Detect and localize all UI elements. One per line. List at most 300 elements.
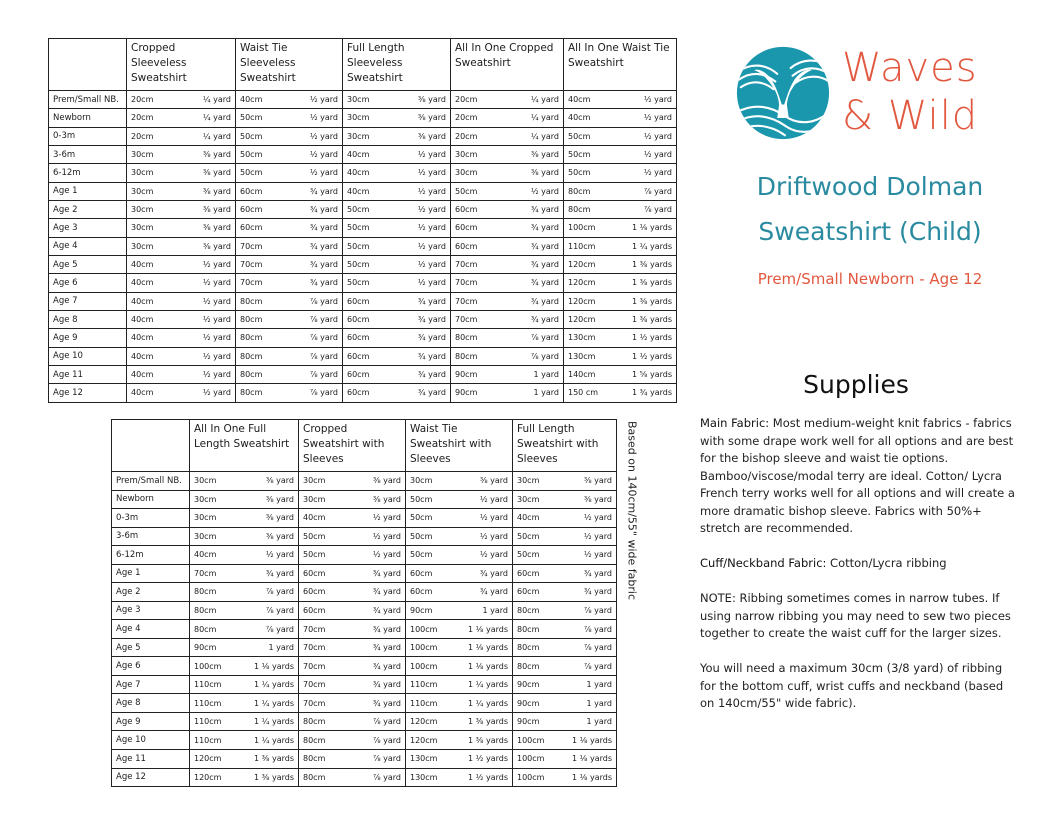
cm-value: 50cm bbox=[240, 150, 263, 160]
table-cell bbox=[127, 255, 236, 273]
main-fabric-detail: Bamboo/viscose/modal terry are ideal. Cotton/ Lycra French terry works well for all options and will create a more dramatic bishop sleeve. Fabrics with 50%+ stretch are recommended. bbox=[700, 468, 1015, 535]
table-cell bbox=[513, 749, 617, 768]
yard-value: ⅞ yard bbox=[265, 605, 294, 615]
table-cell bbox=[451, 219, 564, 237]
fabric-requirements-table-1 bbox=[48, 38, 677, 403]
yard-value: ½ yard bbox=[309, 131, 338, 141]
yard-value: 1 ⅛ yards bbox=[572, 735, 612, 745]
size-label: Age 5 bbox=[112, 638, 190, 657]
cm-value: 50cm bbox=[455, 186, 478, 196]
yard-value: ½ yard bbox=[202, 333, 231, 343]
cm-value: 90cm bbox=[410, 605, 433, 615]
cm-value: 60cm bbox=[455, 223, 478, 233]
yard-value: ⅞ yard bbox=[372, 772, 401, 782]
table-cell bbox=[564, 274, 677, 292]
cm-value: 100cm bbox=[517, 772, 545, 782]
yard-value: ⅜ yard bbox=[202, 168, 231, 178]
table-cell bbox=[190, 657, 299, 676]
cm-value: 60cm bbox=[303, 605, 326, 615]
yard-value: ¾ yard bbox=[309, 205, 338, 215]
yard-value: ¾ yard bbox=[309, 186, 338, 196]
yard-value: ¾ yard bbox=[530, 315, 559, 325]
table-cell bbox=[190, 601, 299, 620]
yard-value: ¼ yard bbox=[202, 131, 231, 141]
cm-value: 30cm bbox=[347, 95, 370, 105]
cm-value: 90cm bbox=[455, 388, 478, 398]
yard-value: 1 ⅛ yards bbox=[468, 661, 508, 671]
cm-value: 120cm bbox=[568, 260, 596, 270]
size-label: Age 11 bbox=[49, 365, 127, 383]
yard-value: ⅞ yard bbox=[530, 333, 559, 343]
yard-value: ½ yard bbox=[643, 168, 672, 178]
cm-value: 120cm bbox=[194, 772, 222, 782]
cm-value: 110cm bbox=[194, 698, 222, 708]
table-cell bbox=[190, 564, 299, 583]
table-row bbox=[49, 237, 677, 255]
cuff-text: Cotton/Lycra ribbing bbox=[826, 556, 947, 570]
size-label: Age 7 bbox=[49, 292, 127, 310]
yard-value: ⅜ yard bbox=[530, 168, 559, 178]
table-cell bbox=[236, 310, 343, 328]
yard-value: ½ yard bbox=[530, 186, 559, 196]
column-header: Full Length Sleeveless Sweatshirt bbox=[343, 39, 451, 91]
table-cell bbox=[564, 365, 677, 383]
size-label: Age 11 bbox=[112, 749, 190, 768]
yard-value: ⅞ yard bbox=[643, 205, 672, 215]
yard-value: 1 ⅛ yards bbox=[572, 754, 612, 764]
yard-value: 1 ½ yards bbox=[632, 351, 672, 361]
yard-value: ¾ yard bbox=[309, 260, 338, 270]
cm-value: 90cm bbox=[194, 643, 217, 653]
yard-value: ½ yard bbox=[309, 95, 338, 105]
table-cell bbox=[236, 347, 343, 365]
table-cell bbox=[564, 91, 677, 109]
cm-value: 70cm bbox=[455, 296, 478, 306]
table-cell bbox=[513, 527, 617, 546]
table-cell bbox=[406, 768, 513, 787]
table-cell bbox=[343, 274, 451, 292]
table-cell bbox=[299, 768, 406, 787]
table-cell bbox=[127, 384, 236, 402]
cm-value: 130cm bbox=[568, 333, 596, 343]
yard-value: ¾ yard bbox=[372, 624, 401, 634]
size-label: Age 8 bbox=[112, 694, 190, 713]
yard-value: ½ yard bbox=[202, 278, 231, 288]
size-label: 6-12m bbox=[112, 546, 190, 565]
cm-value: 90cm bbox=[517, 680, 540, 690]
cm-value: 80cm bbox=[517, 624, 540, 634]
table-cell bbox=[127, 310, 236, 328]
yard-value: ¾ yard bbox=[372, 568, 401, 578]
table-cell bbox=[451, 164, 564, 182]
yard-value: ¾ yard bbox=[417, 370, 446, 380]
cm-value: 20cm bbox=[455, 113, 478, 123]
pattern-title-line-1: Driftwood Dolman bbox=[756, 172, 984, 201]
table-cell bbox=[343, 365, 451, 383]
cm-value: 40cm bbox=[568, 95, 591, 105]
table-cell bbox=[236, 219, 343, 237]
cm-value: 90cm bbox=[455, 370, 478, 380]
yard-value: 1 yard bbox=[586, 680, 612, 690]
yard-value: ¼ yard bbox=[530, 131, 559, 141]
cm-value: 20cm bbox=[455, 131, 478, 141]
yard-value: ¼ yard bbox=[202, 113, 231, 123]
yard-value: ¾ yard bbox=[530, 260, 559, 270]
table-cell bbox=[127, 329, 236, 347]
yard-value: 1 ¼ yards bbox=[468, 698, 508, 708]
table-row bbox=[49, 219, 677, 237]
yard-value: ⅞ yard bbox=[309, 333, 338, 343]
table-cell bbox=[127, 91, 236, 109]
main-fabric-label: Main Fabric: bbox=[700, 416, 770, 430]
ribbing-note: NOTE: Ribbing sometimes comes in narrow tubes. If using narrow ribbing you may need to sew two pieces together to create the waist cuff for the larger sizes. bbox=[700, 591, 1011, 640]
yard-value: ½ yard bbox=[202, 351, 231, 361]
cm-value: 60cm bbox=[347, 351, 370, 361]
cm-value: 80cm bbox=[194, 624, 217, 634]
table-cell bbox=[406, 490, 513, 509]
cm-value: 50cm bbox=[303, 531, 326, 541]
cm-value: 30cm bbox=[303, 494, 326, 504]
table-row bbox=[112, 768, 617, 787]
table-cell bbox=[564, 219, 677, 237]
cm-value: 30cm bbox=[131, 186, 154, 196]
table-cell bbox=[513, 768, 617, 787]
yard-value: ½ yard bbox=[417, 223, 446, 233]
table-cell bbox=[343, 109, 451, 127]
cm-value: 20cm bbox=[131, 113, 154, 123]
size-column-header bbox=[49, 39, 127, 91]
table-cell bbox=[451, 145, 564, 163]
yard-value: ¾ yard bbox=[372, 605, 401, 615]
cm-value: 80cm bbox=[568, 205, 591, 215]
table-cell bbox=[451, 365, 564, 383]
yard-value: ⅞ yard bbox=[583, 661, 612, 671]
yard-value: ⅜ yard bbox=[417, 95, 446, 105]
table-cell bbox=[299, 583, 406, 602]
fabric-width-note bbox=[618, 421, 642, 631]
cm-value: 100cm bbox=[568, 223, 596, 233]
cm-value: 110cm bbox=[194, 735, 222, 745]
yard-value: 1 ⅛ yards bbox=[572, 772, 612, 782]
table-cell bbox=[451, 200, 564, 218]
yard-value: ¾ yard bbox=[479, 568, 508, 578]
table-row bbox=[112, 620, 617, 639]
table-row bbox=[49, 91, 677, 109]
table-cell bbox=[406, 509, 513, 528]
yard-value: ½ yard bbox=[372, 550, 401, 560]
yard-value: ½ yard bbox=[479, 494, 508, 504]
cm-value: 80cm bbox=[303, 754, 326, 764]
table-row bbox=[112, 546, 617, 565]
cm-value: 30cm bbox=[131, 205, 154, 215]
cm-value: 80cm bbox=[240, 315, 263, 325]
table-cell bbox=[190, 583, 299, 602]
table-cell bbox=[513, 731, 617, 750]
size-label: Age 3 bbox=[112, 601, 190, 620]
table-cell bbox=[513, 675, 617, 694]
table-row bbox=[49, 310, 677, 328]
yard-value: ⅞ yard bbox=[309, 351, 338, 361]
yard-value: ½ yard bbox=[583, 531, 612, 541]
yard-value: 1 ¼ yards bbox=[468, 680, 508, 690]
yard-value: ⅞ yard bbox=[530, 351, 559, 361]
table-row bbox=[112, 712, 617, 731]
yard-value: ⅞ yard bbox=[372, 754, 401, 764]
main-fabric-text: Most medium-weight knit fabrics - fabrics with some drape work well for all options and are best for the bishop sleeve and waist tie options. bbox=[700, 416, 1014, 465]
size-label: Newborn bbox=[49, 109, 127, 127]
cm-value: 100cm bbox=[410, 624, 438, 634]
table-cell bbox=[127, 164, 236, 182]
table-cell bbox=[299, 472, 406, 491]
pattern-title-line-2: Sweatshirt (Child) bbox=[758, 217, 982, 246]
table-cell bbox=[236, 164, 343, 182]
yard-value: ¾ yard bbox=[372, 587, 401, 597]
yard-value: ⅜ yard bbox=[265, 476, 294, 486]
table-cell bbox=[299, 490, 406, 509]
size-label: Age 1 bbox=[112, 564, 190, 583]
cm-value: 30cm bbox=[131, 223, 154, 233]
cm-value: 50cm bbox=[347, 260, 370, 270]
cm-value: 50cm bbox=[347, 241, 370, 251]
table-cell bbox=[406, 749, 513, 768]
yard-value: 1 ⅛ yards bbox=[254, 661, 294, 671]
table-cell bbox=[513, 546, 617, 565]
yard-value: ½ yard bbox=[417, 150, 446, 160]
yard-value: ¾ yard bbox=[417, 388, 446, 398]
yard-value: ⅜ yard bbox=[530, 150, 559, 160]
ribbing-quantity: You will need a maximum 30cm (3/8 yard) of ribbing for the bottom cuff, wrist cuffs and neckband (based on 140cm/55" wide fabric). bbox=[700, 661, 1004, 710]
yard-value: ½ yard bbox=[417, 168, 446, 178]
cuff-paragraph bbox=[700, 555, 1020, 573]
yard-value: ⅜ yard bbox=[417, 113, 446, 123]
cm-value: 120cm bbox=[194, 754, 222, 764]
cm-value: 140cm bbox=[568, 370, 596, 380]
cm-value: 30cm bbox=[517, 494, 540, 504]
cm-value: 30cm bbox=[347, 131, 370, 141]
table-cell bbox=[343, 127, 451, 145]
yard-value: ¾ yard bbox=[372, 643, 401, 653]
table-cell bbox=[343, 255, 451, 273]
cm-value: 100cm bbox=[410, 661, 438, 671]
cm-value: 40cm bbox=[240, 95, 263, 105]
table-cell bbox=[343, 292, 451, 310]
fabric-requirements-table-2 bbox=[111, 419, 617, 787]
size-label: 0-3m bbox=[49, 127, 127, 145]
yard-value: ¾ yard bbox=[417, 296, 446, 306]
table-cell bbox=[406, 564, 513, 583]
cm-value: 70cm bbox=[455, 260, 478, 270]
table-row bbox=[112, 527, 617, 546]
size-label: Newborn bbox=[112, 490, 190, 509]
yard-value: 1 ½ yards bbox=[632, 333, 672, 343]
table-row bbox=[112, 601, 617, 620]
table-cell bbox=[190, 527, 299, 546]
yard-value: ¾ yard bbox=[530, 223, 559, 233]
yard-value: ½ yard bbox=[265, 550, 294, 560]
table-cell bbox=[564, 237, 677, 255]
cm-value: 80cm bbox=[240, 296, 263, 306]
table-cell bbox=[564, 200, 677, 218]
size-label: Age 2 bbox=[49, 200, 127, 218]
cm-value: 40cm bbox=[131, 260, 154, 270]
table-cell bbox=[564, 292, 677, 310]
size-label: Age 4 bbox=[49, 237, 127, 255]
yard-value: ¾ yard bbox=[479, 587, 508, 597]
table-cell bbox=[299, 675, 406, 694]
table-header-row bbox=[49, 39, 677, 91]
cm-value: 60cm bbox=[455, 241, 478, 251]
table-cell bbox=[513, 638, 617, 657]
yard-value: 1 yard bbox=[533, 388, 559, 398]
table-cell bbox=[236, 255, 343, 273]
cm-value: 80cm bbox=[240, 370, 263, 380]
yard-value: ⅜ yard bbox=[417, 131, 446, 141]
cm-value: 30cm bbox=[194, 494, 217, 504]
table-cell bbox=[190, 731, 299, 750]
yard-value: ⅞ yard bbox=[372, 735, 401, 745]
cm-value: 50cm bbox=[410, 531, 433, 541]
size-label: Age 3 bbox=[49, 219, 127, 237]
size-label: Age 6 bbox=[112, 657, 190, 676]
cm-value: 40cm bbox=[347, 186, 370, 196]
table-cell bbox=[451, 109, 564, 127]
table-cell bbox=[190, 490, 299, 509]
yard-value: ½ yard bbox=[479, 531, 508, 541]
cm-value: 40cm bbox=[131, 296, 154, 306]
yard-value: 1 ½ yards bbox=[468, 772, 508, 782]
cm-value: 30cm bbox=[455, 168, 478, 178]
table-cell bbox=[451, 292, 564, 310]
table-cell bbox=[299, 712, 406, 731]
size-label: Age 12 bbox=[49, 384, 127, 402]
main-fabric-paragraph bbox=[700, 415, 1020, 468]
table-cell bbox=[513, 564, 617, 583]
cm-value: 20cm bbox=[131, 95, 154, 105]
table-cell bbox=[564, 255, 677, 273]
cm-value: 80cm bbox=[303, 772, 326, 782]
yard-value: 1 ⅜ yards bbox=[254, 772, 294, 782]
yard-value: ½ yard bbox=[643, 150, 672, 160]
yard-value: 1 yard bbox=[586, 717, 612, 727]
yard-value: ½ yard bbox=[479, 550, 508, 560]
yard-value: ⅜ yard bbox=[265, 531, 294, 541]
yard-value: ½ yard bbox=[372, 513, 401, 523]
table-cell bbox=[236, 292, 343, 310]
yard-value: ⅜ yard bbox=[202, 223, 231, 233]
table-cell bbox=[406, 601, 513, 620]
yard-value: ⅜ yard bbox=[372, 494, 401, 504]
table-cell bbox=[343, 329, 451, 347]
size-label: Prem/Small NB. bbox=[49, 91, 127, 109]
yard-value: ¼ yard bbox=[202, 95, 231, 105]
cm-value: 60cm bbox=[303, 587, 326, 597]
table-cell bbox=[236, 127, 343, 145]
cm-value: 60cm bbox=[517, 568, 540, 578]
cm-value: 110cm bbox=[194, 680, 222, 690]
table-cell bbox=[564, 145, 677, 163]
table-row bbox=[49, 109, 677, 127]
cm-value: 80cm bbox=[240, 388, 263, 398]
table-cell bbox=[513, 509, 617, 528]
cm-value: 70cm bbox=[303, 643, 326, 653]
yard-value: ½ yard bbox=[583, 550, 612, 560]
cm-value: 70cm bbox=[303, 698, 326, 708]
yard-value: ¼ yard bbox=[530, 95, 559, 105]
yard-value: ¾ yard bbox=[530, 241, 559, 251]
cm-value: 80cm bbox=[455, 333, 478, 343]
cm-value: 100cm bbox=[410, 643, 438, 653]
yard-value: ⅜ yard bbox=[202, 150, 231, 160]
cm-value: 60cm bbox=[347, 388, 370, 398]
whale-tail-wave-icon bbox=[735, 45, 831, 141]
table-cell bbox=[299, 694, 406, 713]
table-row bbox=[112, 638, 617, 657]
cm-value: 30cm bbox=[303, 476, 326, 486]
yard-value: 1 ⅛ yards bbox=[632, 223, 672, 233]
size-label: Age 10 bbox=[112, 731, 190, 750]
yard-value: ⅜ yard bbox=[479, 476, 508, 486]
table-cell bbox=[343, 91, 451, 109]
table-cell bbox=[343, 219, 451, 237]
table-cell bbox=[127, 200, 236, 218]
yard-value: ¾ yard bbox=[530, 278, 559, 288]
table-cell bbox=[236, 384, 343, 402]
table-cell bbox=[190, 694, 299, 713]
yard-value: ½ yard bbox=[309, 168, 338, 178]
cm-value: 60cm bbox=[303, 568, 326, 578]
fabric-width-note-text: Based on 140cm/55" wide fabric bbox=[625, 421, 639, 601]
yard-value: 1 yard bbox=[482, 605, 508, 615]
yard-value: ½ yard bbox=[202, 260, 231, 270]
table-cell bbox=[127, 274, 236, 292]
yard-value: ⅜ yard bbox=[583, 494, 612, 504]
table-cell bbox=[451, 182, 564, 200]
table-cell bbox=[299, 546, 406, 565]
cm-value: 110cm bbox=[568, 241, 596, 251]
cm-value: 90cm bbox=[517, 717, 540, 727]
table-cell bbox=[564, 384, 677, 402]
column-header: All In One Cropped Sweatshirt bbox=[451, 39, 564, 91]
table-cell bbox=[190, 712, 299, 731]
cm-value: 30cm bbox=[194, 531, 217, 541]
table-row bbox=[49, 145, 677, 163]
table-row bbox=[49, 384, 677, 402]
yard-value: 1 ⅛ yards bbox=[468, 624, 508, 634]
table-cell bbox=[299, 620, 406, 639]
cm-value: 60cm bbox=[455, 205, 478, 215]
size-range: Prem/Small Newborn - Age 12 bbox=[757, 270, 983, 288]
yard-value: ¼ yard bbox=[530, 113, 559, 123]
cm-value: 110cm bbox=[194, 717, 222, 727]
yard-value: ½ yard bbox=[202, 370, 231, 380]
cm-value: 110cm bbox=[410, 698, 438, 708]
table-cell bbox=[236, 91, 343, 109]
cm-value: 120cm bbox=[410, 717, 438, 727]
yard-value: 1 ¼ yards bbox=[632, 241, 672, 251]
cm-value: 40cm bbox=[131, 388, 154, 398]
cm-value: 80cm bbox=[303, 735, 326, 745]
yard-value: ½ yard bbox=[202, 388, 231, 398]
table-cell bbox=[236, 365, 343, 383]
table-cell bbox=[513, 620, 617, 639]
yard-value: ½ yard bbox=[309, 150, 338, 160]
cm-value: 100cm bbox=[517, 735, 545, 745]
table-row bbox=[112, 675, 617, 694]
cm-value: 110cm bbox=[410, 680, 438, 690]
table-cell bbox=[236, 145, 343, 163]
cm-value: 60cm bbox=[347, 296, 370, 306]
yard-value: ½ yard bbox=[479, 513, 508, 523]
